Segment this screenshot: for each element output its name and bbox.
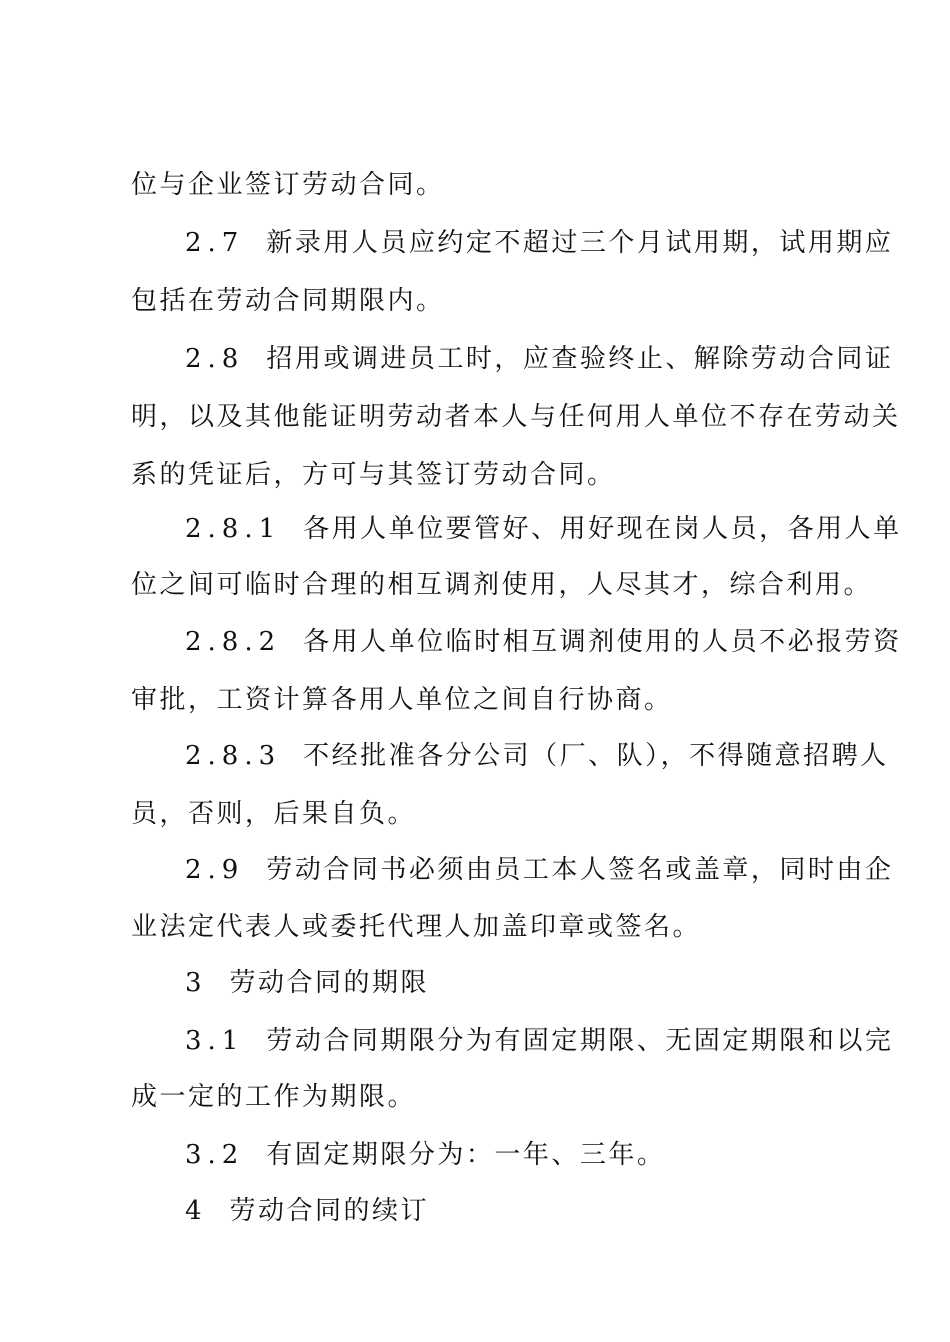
text-line (0, 683, 950, 717)
line-text: 不经批准各分公司（厂、队），不得随意招聘人 (303, 741, 889, 771)
line-text: 新录用人员应约定不超过三个月试用期，试用期应 (266, 228, 894, 258)
text-line (0, 400, 950, 434)
line-text: 位与企业签订劳动合同。 (131, 170, 445, 200)
text-line (0, 797, 950, 831)
clause-2-8 (0, 342, 950, 376)
clause-number: 2.8.2 (185, 627, 282, 657)
clause-number: 2.7 (185, 228, 245, 258)
section-4-heading (0, 1194, 950, 1228)
text-line (0, 568, 950, 602)
line-text: 包括在劳动合同期限内。 (131, 286, 445, 316)
clause-number: 2.8 (185, 344, 245, 374)
line-text: 明，以及其他能证明劳动者本人与任何用人单位不存在劳动关 (131, 402, 901, 432)
text-line (0, 284, 950, 318)
clause-number: 3.2 (185, 1140, 245, 1170)
line-text: 招用或调进员工时，应查验终止、解除劳动合同证 (266, 344, 894, 374)
clause-number: 3.1 (185, 1026, 245, 1056)
text-line (0, 458, 950, 492)
line-text: 位之间可临时合理的相互调剂使用，人尽其才，综合利用。 (131, 570, 873, 600)
line-text: 劳动合同书必须由员工本人签名或盖章，同时由企 (266, 855, 894, 885)
line-text: 有固定期限分为：一年、三年。 (266, 1140, 666, 1170)
line-text: 员，否则，后果自负。 (131, 799, 417, 829)
line-text: 劳动合同期限分为有固定期限、无固定期限和以完 (266, 1026, 894, 1056)
section-title: 劳动合同的期限 (229, 968, 430, 998)
clause-number: 2.8.3 (185, 741, 282, 771)
line-text: 各用人单位要管好、用好现在岗人员，各用人单 (303, 514, 902, 544)
line-text: 各用人单位临时相互调剂使用的人员不必报劳资 (303, 627, 902, 657)
clause-3-2 (0, 1138, 950, 1172)
section-number: 4 (185, 1196, 208, 1226)
clause-2-8-1 (0, 512, 950, 546)
clause-number: 2.8.1 (185, 514, 282, 544)
section-number: 3 (185, 968, 208, 998)
clause-2-7 (0, 226, 950, 260)
clause-3-1 (0, 1024, 950, 1058)
section-title: 劳动合同的续订 (229, 1196, 430, 1226)
line-text: 系的凭证后，方可与其签订劳动合同。 (131, 460, 616, 490)
clause-number: 2.9 (185, 855, 245, 885)
line-text: 审批，工资计算各用人单位之间自行协商。 (131, 685, 673, 715)
clause-2-9 (0, 853, 950, 887)
text-line (0, 168, 950, 202)
clause-2-8-3 (0, 739, 950, 773)
text-line (0, 910, 950, 944)
line-text: 业法定代表人或委托代理人加盖印章或签名。 (131, 912, 702, 942)
clause-2-8-2 (0, 625, 950, 659)
line-text: 成一定的工作为期限。 (131, 1082, 417, 1112)
text-line (0, 1080, 950, 1114)
section-3-heading (0, 966, 950, 1000)
